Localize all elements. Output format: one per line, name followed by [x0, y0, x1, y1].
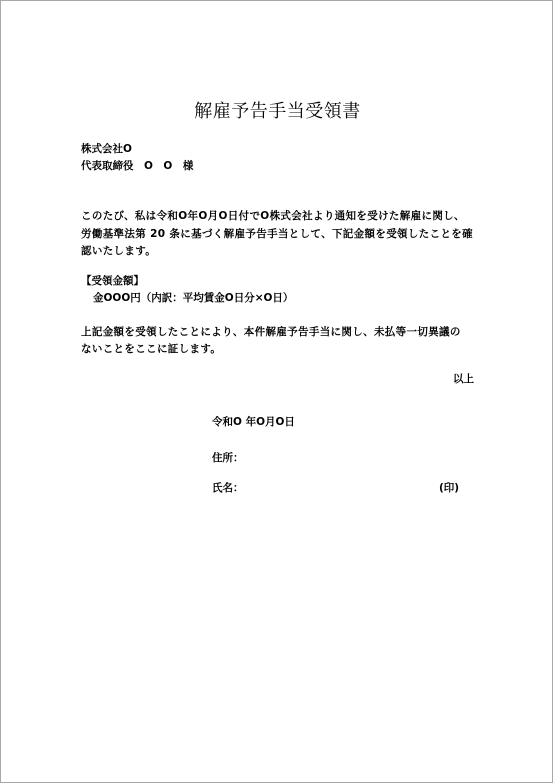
- document-title: 解雇予告手当受領書: [194, 101, 361, 122]
- seal-mark: (印): [439, 482, 460, 494]
- name-label: 氏名：: [212, 482, 244, 494]
- recipient-company: 株式会社O: [81, 143, 132, 155]
- body-paragraph-2-line-2: ないことをここに証します。: [81, 343, 222, 355]
- body-paragraph-1-line-3: 認いたします。: [81, 245, 157, 257]
- closing-text: 以上: [453, 373, 474, 385]
- recipient-person: 代表取締役 O O 様: [81, 160, 194, 172]
- amount-line: 金OOO円（内訳：平均賃金O日分×O日）: [93, 292, 294, 304]
- amount-heading: 【受領金額】: [81, 275, 144, 287]
- body-paragraph-1-line-1: このたび、私は令和O年O月O日付でO株式会社より通知を受けた解雇に関し、: [81, 210, 465, 222]
- address-label: 住所：: [212, 452, 244, 464]
- body-paragraph-1-line-2: 労働基準法第 20 条に基づく解雇予告手当として、下記金額を受領したことを確: [81, 228, 474, 240]
- body-paragraph-2-line-1: 上記金額を受領したことにより、本件解雇予告手当に関し、未払等一切異議の: [81, 326, 461, 338]
- issue-date: 令和O 年O月O日: [212, 416, 295, 428]
